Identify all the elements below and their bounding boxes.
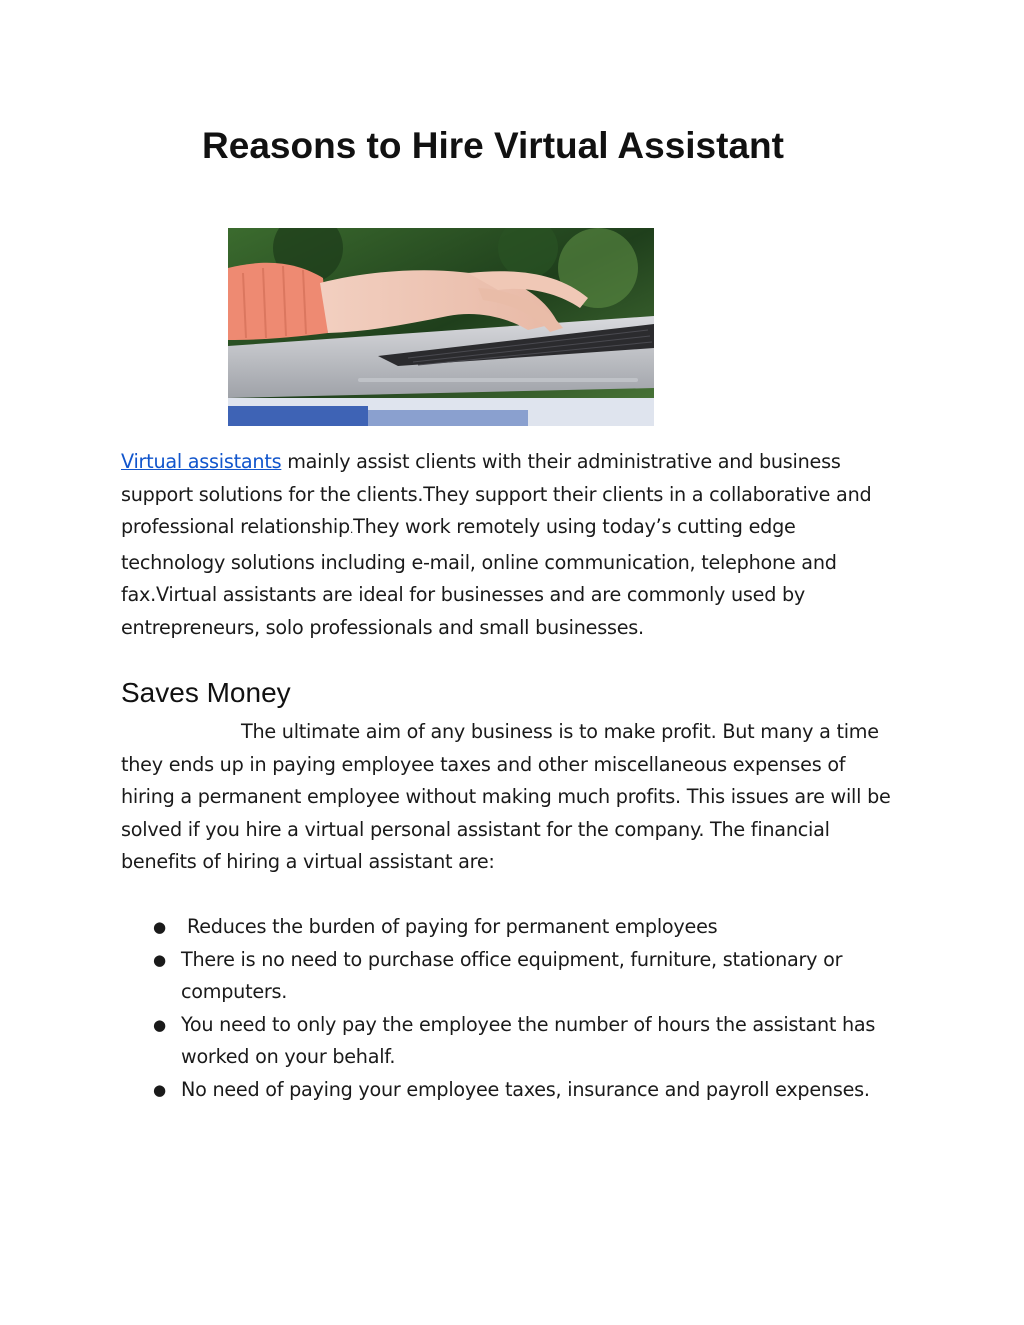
virtual-assistants-link[interactable]: Virtual assistants [121,450,282,473]
benefits-list [121,911,921,1107]
list-item-text-continued: computers. [181,980,288,1004]
saves-money-paragraph [121,716,921,879]
intro-line-3-dot: . [349,523,354,537]
list-item [121,1009,921,1074]
list-item [121,944,921,1009]
list-item-text-continued: worked on your behalf. [181,1045,396,1069]
saves-money-line-5: benefits of hiring a virtual assistant are: [121,850,495,874]
hero-image [228,228,654,426]
intro-line-3a: professional relationship [121,515,350,539]
bullet-icon: ● [153,950,166,969]
intro-line-3b: They work remotely using today’s cutting edge [353,515,796,539]
intro-paragraph [121,446,921,645]
intro-line-1: mainly assist clients with their administrative and business [281,450,841,473]
list-item-text: No need of paying your employee taxes, insurance and payroll expenses. [181,1077,870,1101]
intro-line-4: technology solutions including e-mail, online communication, telephone and [121,550,837,574]
list-item-text: Reduces the burden of paying for permanent employees [187,915,718,938]
saves-money-heading: Saves Money [121,677,291,708]
saves-money-line-1: The ultimate aim of any business is to make profit. But many a time [241,720,879,743]
list-item [121,911,921,944]
hands-typing-laptop-photo [228,228,654,426]
saves-money-line-3: hiring a permanent employee without making much profits. This issues are will be [121,785,891,809]
intro-line-2: support solutions for the clients.They support their clients in a collaborative and [121,482,872,506]
bullet-icon: ● [153,1080,166,1099]
page-title: Reasons to Hire Virtual Assistant [202,125,784,166]
list-item-text: There is no need to purchase office equipment, furniture, stationary or [181,947,843,971]
saves-money-line-2: they ends up in paying employee taxes and other miscellaneous expenses of [121,752,846,776]
intro-line-5: fax.Virtual assistants are ideal for businesses and are commonly used by [121,583,806,607]
saves-money-line-4: solved if you hire a virtual personal assistant for the company. The financial [121,817,830,841]
intro-line-6: entrepreneurs, solo professionals and small businesses. [121,615,644,639]
bullet-icon: ● [153,918,166,936]
list-item-text: You need to only pay the employee the number of hours the assistant has [181,1012,876,1036]
list-item [121,1074,921,1107]
bullet-icon: ● [153,1015,166,1034]
